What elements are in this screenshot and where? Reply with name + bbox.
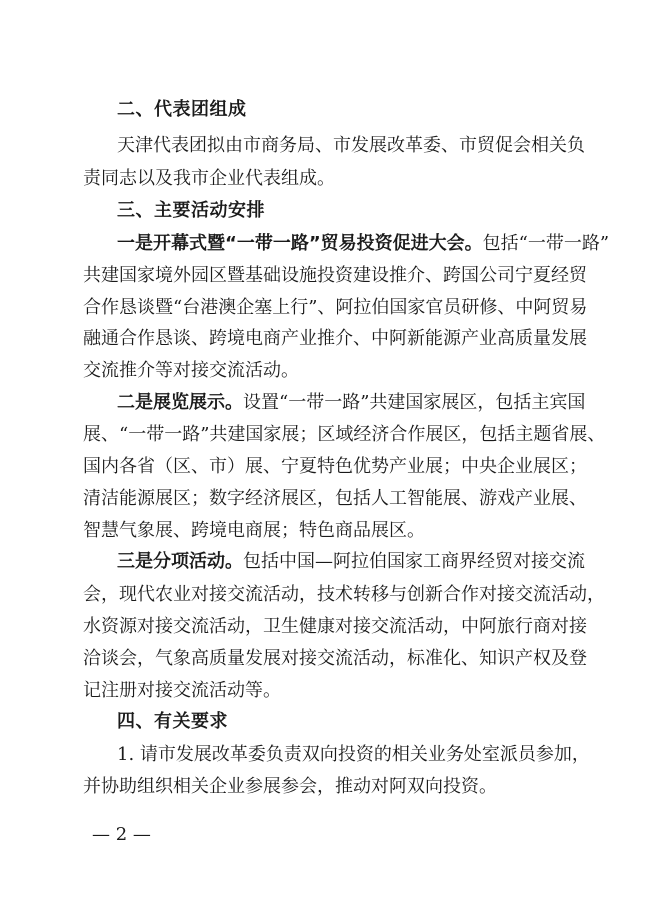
paragraph-line: 并协助组织相关企业参展参会，推动对阿双向投资。: [83, 776, 497, 797]
paragraph-line: 责同志以及我市企业代表组成。: [83, 168, 335, 189]
paragraph-line: 记注册对接交流活动等。: [83, 680, 281, 701]
paragraph-line: 国内各省（区、市）展、宁夏特色优势产业展；中央企业展区；: [83, 456, 587, 477]
paragraph-line: 洽谈会，气象高质量发展对接交流活动，标准化、知识产权及登: [83, 648, 587, 669]
paragraph-line: [117, 233, 610, 255]
item-lead-exhibition: 二是展览展示。: [117, 392, 243, 413]
item-lead-opening-ceremony: 一是开幕式暨“一带一路”贸易投资促进大会。: [117, 233, 483, 254]
paragraph-line: [117, 551, 585, 573]
paragraph-text: 包括“一带一路”: [482, 233, 610, 254]
section-heading-activities: 三、主要活动安排: [117, 200, 265, 221]
paragraph-line: 清洁能源展区；数字经济展区，包括人工智能展、游戏产业展、: [83, 488, 587, 509]
paragraph-line: 1. 请市发展改革委负责双向投资的相关业务处室派员参加，: [117, 744, 590, 765]
paragraph-line: [117, 392, 586, 414]
item-lead-sub-activities: 三是分项活动。: [117, 551, 243, 572]
paragraph-text: 设置“一带一路”共建国家展区，包括主宾国: [243, 392, 586, 413]
paragraph-line: 智慧气象展、跨境电商展；特色商品展区。: [83, 520, 425, 541]
paragraph-line: 展、“一带一路”共建国家展；区域经济合作展区，包括主题省展、: [83, 424, 606, 445]
section-heading-requirements: 四、有关要求: [117, 711, 228, 732]
section-heading-delegation: 二、代表团组成: [117, 99, 247, 120]
paragraph-line: 共建国家境外园区暨基础设施投资建设推介、跨国公司宁夏经贸: [83, 265, 587, 286]
paragraph-line: 水资源对接交流活动，卫生健康对接交流活动，中阿旅行商对接: [83, 616, 587, 637]
paragraph-line: 合作恳谈暨“台港澳企塞上行”、阿拉伯国家官员研修、中阿贸易: [83, 297, 588, 318]
paragraph-line: 交流推介等对接交流活动。: [83, 360, 299, 381]
paragraph-line: 融通合作恳谈、跨境电商产业推介、中阿新能源产业高质量发展: [83, 328, 587, 349]
page-number: — 2 —: [92, 824, 151, 845]
paragraph-line: 天津代表团拟由市商务局、市发展改革委、市贸促会相关负: [117, 135, 585, 156]
paragraph-line: 会，现代农业对接交流活动，技术转移与创新合作对接交流活动，: [83, 584, 605, 605]
paragraph-text: 包括中国—阿拉伯国家工商界经贸对接交流: [243, 551, 585, 572]
